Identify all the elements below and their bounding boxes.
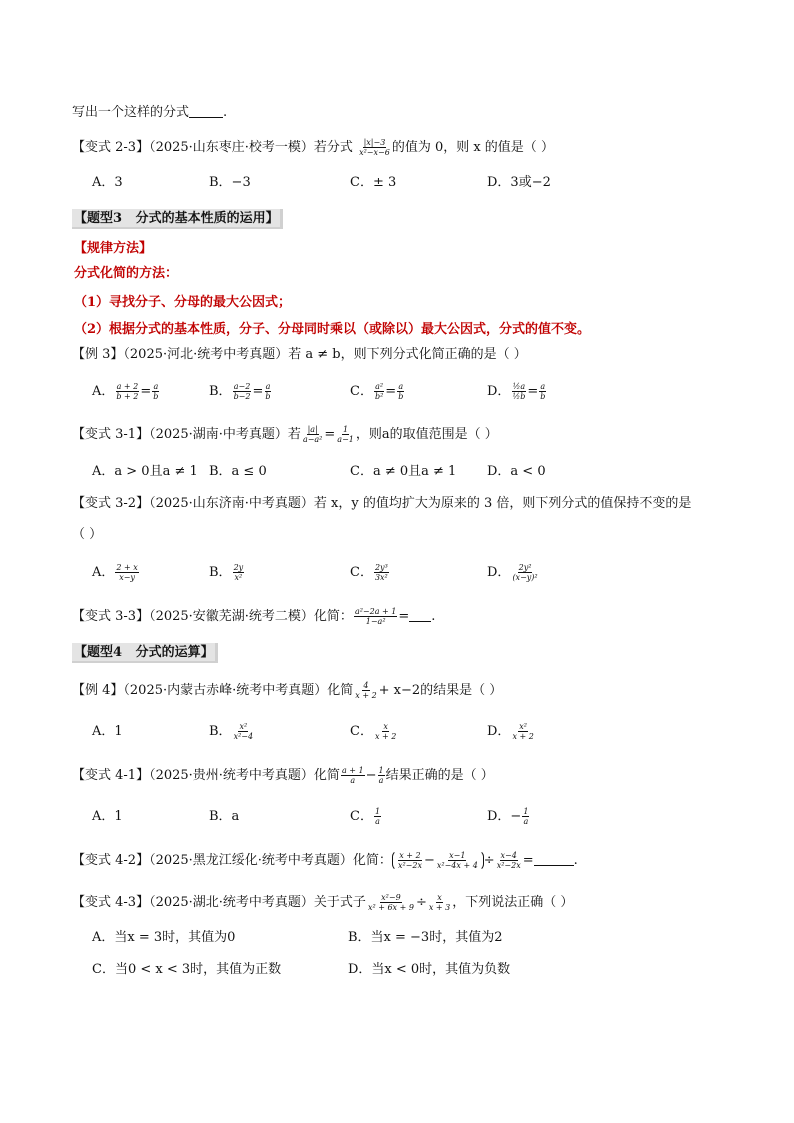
- fraction-numerator: x + 2: [399, 851, 421, 860]
- fraction-numerator: |a|: [307, 425, 318, 434]
- fraction-numerator: a²: [375, 382, 384, 391]
- fraction-denominator: b−2: [233, 392, 251, 401]
- question-tag: 【变式 3-1】: [72, 427, 150, 442]
- divide-sign: ÷: [483, 853, 495, 868]
- answer-blank[interactable]: [409, 608, 431, 622]
- fraction: [233, 382, 252, 401]
- question-text-after: ，下列说法正确（ ）: [452, 895, 574, 910]
- fraction-denominator: x²−2x: [496, 861, 521, 870]
- section-heading-3: 【题型3 分式的基本性质的运用】: [72, 209, 283, 229]
- option-label: A．: [92, 384, 115, 399]
- fraction: [336, 425, 355, 444]
- fraction: [539, 382, 546, 401]
- equals-sign: =: [522, 853, 534, 868]
- question-end: .: [573, 853, 578, 868]
- option-a[interactable]: A． $\frac{a + 2}{b + 2}$ = $\frac{a}{b}$: [92, 382, 159, 401]
- intro-text: 写出一个这样的分式: [72, 105, 190, 120]
- question-v4-2: [72, 850, 578, 871]
- option-b[interactable]: B．a: [209, 809, 240, 824]
- fraction-denominator: a−1: [337, 435, 354, 444]
- fraction-numerator: a²−2a + 1: [354, 607, 397, 616]
- option-d[interactable]: [487, 806, 530, 828]
- fraction-denominator: x²: [234, 573, 243, 582]
- option-c[interactable]: C．当0 < x < 3时，其值为正数: [92, 962, 282, 977]
- fraction-numerator: x: [383, 722, 388, 731]
- option-a[interactable]: A．a > 0且a ≠ 1: [92, 464, 198, 479]
- option-a[interactable]: A．当x = 3时，其值为0: [92, 930, 236, 945]
- fraction: [397, 851, 423, 870]
- option-a[interactable]: A．1: [92, 724, 123, 739]
- fraction-denominator: b + 2: [116, 392, 139, 401]
- fraction-denominator: a: [375, 817, 380, 826]
- fraction-denominator: x + 2: [374, 732, 397, 741]
- fraction: [354, 607, 397, 626]
- fraction-denominator: ½b: [512, 392, 526, 401]
- fraction-denominator: a: [523, 817, 529, 826]
- fraction-denominator: x + 2: [512, 732, 534, 741]
- fraction-numerator: a: [540, 382, 546, 391]
- question-text: （2025·山东济南·中考真题）若 x，y 的值均扩大为原来的 3 倍，则下列分式的值保持不变的是: [149, 496, 692, 511]
- fraction-denominator: a−a²: [302, 435, 323, 444]
- question-tag: 【例 3】: [72, 347, 124, 362]
- option-b[interactable]: B． $\frac{a-2}{b-2}$ = $\frac{a}{b}$: [209, 382, 271, 401]
- fraction-denominator: x²−x−6: [359, 148, 390, 157]
- fraction-denominator: x + 3: [428, 903, 451, 912]
- fraction-numerator: 1: [523, 807, 529, 816]
- question-tag: 【变式 3-2】: [72, 496, 150, 511]
- option-label: B．: [209, 565, 232, 580]
- option-label: D．: [487, 384, 511, 399]
- fraction-numerator: 2y²: [518, 563, 532, 572]
- option-a[interactable]: A．3: [92, 175, 123, 190]
- fraction: [511, 722, 534, 741]
- fraction: [374, 722, 397, 741]
- question-tag: 【变式 3-3】: [72, 609, 150, 624]
- fraction: [358, 138, 391, 157]
- fraction-numerator: x²: [519, 722, 527, 731]
- fraction-numerator: ½a: [512, 382, 526, 391]
- answer-paren: （ ）: [72, 527, 103, 542]
- fraction: [341, 766, 365, 785]
- fraction-denominator: (x−y)²: [512, 573, 538, 582]
- fraction-numerator: a: [265, 382, 271, 391]
- question-end: .: [431, 609, 436, 624]
- fraction-numerator: x−4: [500, 851, 517, 860]
- fraction: [374, 563, 389, 582]
- question-v3-1: [72, 425, 498, 444]
- option-c[interactable]: C．a ≠ 0且a ≠ 1: [350, 464, 457, 479]
- option-a[interactable]: A．1: [92, 809, 123, 824]
- fraction: [374, 382, 384, 401]
- option-b[interactable]: [209, 562, 245, 584]
- example-4: [72, 681, 502, 700]
- fraction-denominator: b: [398, 392, 404, 401]
- question-tag: 【变式 4-1】: [72, 768, 150, 783]
- question-v3-2: [72, 495, 691, 513]
- option-c[interactable]: [350, 562, 390, 584]
- parenthesized-expression: [392, 850, 484, 871]
- example-3: [72, 346, 527, 364]
- fraction-denominator: a: [378, 776, 384, 785]
- option-label: C．: [350, 809, 373, 824]
- option-label: A．: [92, 565, 115, 580]
- fraction-denominator: 3x²: [374, 573, 388, 582]
- fraction-numerator: 1: [343, 425, 349, 434]
- fraction-numerator: 2y³: [374, 563, 388, 572]
- fraction-numerator: 4: [363, 681, 369, 690]
- option-d[interactable]: D．a < 0: [487, 464, 546, 479]
- minus-sign: −: [365, 768, 377, 783]
- fraction-numerator: a−2: [233, 382, 251, 391]
- fraction: [264, 382, 271, 401]
- option-label: B．: [209, 384, 232, 399]
- fraction-numerator: a: [398, 382, 404, 391]
- option-c[interactable]: [350, 806, 382, 828]
- section-heading-4: 【题型4 分式的运算】: [72, 643, 218, 663]
- question-v4-1: [72, 766, 494, 785]
- fraction: [115, 563, 138, 582]
- fraction-denominator: a: [350, 776, 356, 785]
- fraction-numerator: a + 2: [116, 382, 139, 391]
- question-v2-3: [72, 138, 554, 157]
- question-text: （2025·贵州·统考中考真题）化简: [149, 768, 340, 783]
- option-c[interactable]: [350, 721, 398, 743]
- divide-sign: ÷: [415, 895, 427, 910]
- fraction: [115, 382, 139, 401]
- fraction-numerator: 2y: [233, 563, 244, 572]
- question-text-after: 的值为 0，则 x 的值是（ ）: [391, 140, 554, 155]
- option-b[interactable]: B．当x = −3时，其值为2: [348, 930, 503, 945]
- fraction-denominator: x + 2: [355, 691, 377, 700]
- fraction-denominator: x²−4: [233, 732, 254, 741]
- fraction: [522, 807, 529, 826]
- fraction: [367, 893, 415, 912]
- fraction: [428, 893, 451, 912]
- option-c[interactable]: C．± 3: [350, 175, 397, 190]
- option-d[interactable]: [487, 721, 536, 743]
- question-v4-3: [72, 893, 573, 912]
- fraction-numerator: 1: [378, 766, 384, 775]
- fraction: [378, 766, 385, 785]
- fraction-numerator: x: [437, 893, 442, 902]
- fraction-denominator: b: [540, 392, 546, 401]
- option-d[interactable]: D．当x < 0时，其值为负数: [348, 962, 511, 977]
- question-tag: 【变式 4-3】: [72, 895, 150, 910]
- question-text: （2025·河北·统考中考真题）若 a ≠ b，则下列分式化简正确的是（ ）: [123, 347, 527, 362]
- option-label: B．: [209, 724, 232, 739]
- option-label: D．−: [487, 809, 522, 824]
- fraction: [374, 807, 381, 826]
- fraction-numerator: x²: [239, 722, 248, 731]
- method-item-1: （1）寻找分子、分母的最大公因式；: [74, 295, 292, 310]
- fraction: [233, 563, 245, 582]
- fraction: [511, 382, 526, 401]
- option-label: D．: [487, 565, 511, 580]
- minus-sign: −: [423, 853, 435, 868]
- fraction-denominator: x−y: [119, 573, 135, 582]
- question-tag: 【变式 2-3】: [72, 140, 150, 155]
- fraction: [354, 681, 377, 700]
- answer-blank[interactable]: [189, 104, 223, 118]
- fraction-denominator: b²: [374, 392, 384, 401]
- option-d[interactable]: D．3或−2: [487, 175, 551, 190]
- question-text-after: + x−2的结果是（ ）: [378, 683, 503, 698]
- fraction: [496, 851, 522, 870]
- equals-sign: =: [324, 427, 336, 442]
- question-text: （2025·内蒙古赤峰·统考中考真题）化简: [123, 683, 354, 698]
- option-label: D．: [487, 724, 511, 739]
- fraction-denominator: x²−4x + 4: [436, 861, 478, 870]
- fraction-denominator: x² + 6x + 9: [367, 903, 414, 912]
- fraction-numerator: 1: [374, 807, 381, 816]
- option-label: C．: [350, 384, 373, 399]
- fraction-denominator: 1−a²: [365, 617, 386, 626]
- option-c[interactable]: C． $\frac{\text{a²}}{\text{b²}}$ = $\frac{a}{b}$: [350, 382, 404, 401]
- fraction: [397, 382, 404, 401]
- method-subtitle: 分式化简的方法：: [74, 266, 179, 281]
- option-d[interactable]: D． $\frac{\text{½a}}{\text{½b}}$ = $\frac{a}{b}$: [487, 382, 546, 401]
- fraction: [152, 382, 159, 401]
- question-text: （2025·黑龙江绥化·统考中考真题）化简：: [149, 853, 392, 868]
- fraction-numerator: a: [153, 382, 159, 391]
- question-text: （2025·湖南·中考真题）若: [149, 427, 301, 442]
- option-label: C．: [350, 724, 373, 739]
- intro-line: [72, 104, 227, 122]
- option-b[interactable]: [209, 721, 255, 743]
- question-text: （2025·安徽芜湖·统考二模）化简：: [149, 609, 353, 624]
- equals-sign: =: [398, 609, 410, 624]
- fraction: [436, 851, 479, 870]
- fraction-numerator: x−1: [449, 851, 466, 860]
- fraction-numerator: x²−9: [381, 893, 401, 902]
- fraction-denominator: x²−2x: [397, 861, 422, 870]
- fraction-numerator: 2 + x: [116, 563, 138, 572]
- method-title: 【规律方法】: [74, 241, 153, 256]
- option-d[interactable]: [487, 562, 540, 584]
- option-b[interactable]: B．−3: [209, 175, 251, 190]
- question-v3-3: [72, 607, 435, 626]
- question-text-after: ，则a的取值范围是（ ）: [355, 427, 498, 442]
- fraction-denominator: b: [265, 392, 271, 401]
- option-b[interactable]: B．a ≤ 0: [209, 464, 267, 479]
- question-text-after: 结果正确的是（ ）: [385, 768, 494, 783]
- question-text: （2025·湖北·统考中考真题）关于式子: [149, 895, 366, 910]
- question-tag: 【变式 4-2】: [72, 853, 150, 868]
- answer-blank[interactable]: [534, 852, 574, 866]
- fraction-numerator: a + 1: [341, 766, 364, 775]
- method-item-2: （2）根据分式的基本性质，分子、分母同时乘以（或除以）最大公因式，分式的值不变。: [74, 322, 591, 337]
- fraction: [302, 425, 323, 444]
- fraction-denominator: b: [153, 392, 159, 401]
- question-tag: 【例 4】: [72, 683, 124, 698]
- fraction: [233, 722, 255, 741]
- option-a[interactable]: [92, 562, 140, 584]
- option-label: C．: [350, 565, 373, 580]
- question-text: （2025·山东枣庄·校考一模）若分式: [149, 140, 353, 155]
- fraction-numerator: |x|−3: [363, 138, 386, 147]
- fraction: [511, 563, 538, 582]
- intro-end: .: [223, 105, 228, 120]
